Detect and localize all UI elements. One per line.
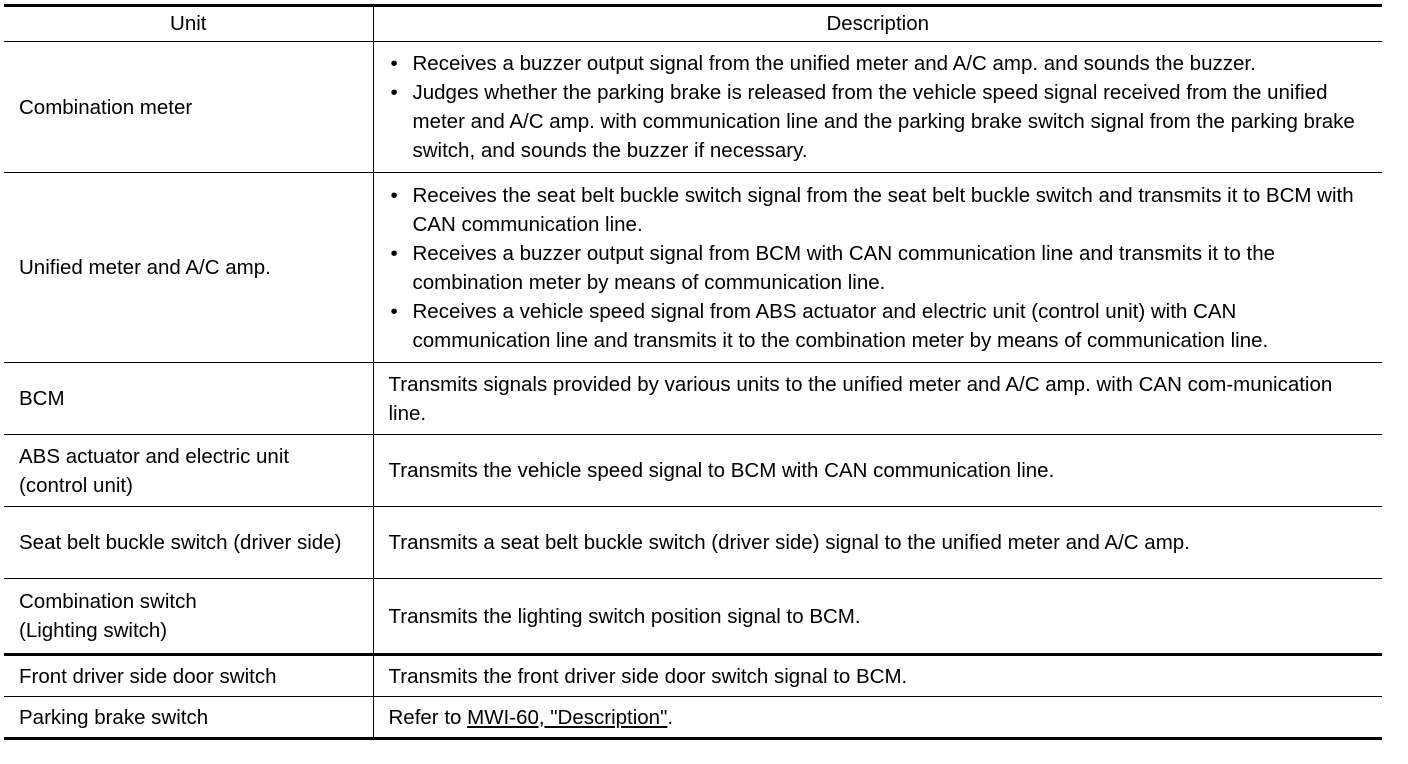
description-bullets [389,44,1371,170]
description-bullet [389,181,1371,239]
unit-line: Combination switch [19,590,197,613]
description-text: Transmits the lighting switch position signal to BCM. [388,604,861,628]
refer-prefix: Refer to [388,705,468,729]
description-bullet [389,297,1371,355]
description-text: Transmits the vehicle speed signal to BCM with CAN communication line. [388,459,1055,482]
description-text: Transmits the front driver side door switch signal to BCM. [388,664,908,688]
bullet-marker: • [390,299,398,323]
unit-cell: Combination meter [4,42,373,173]
reference-link[interactable]: MWI-60, "Description" [467,705,668,729]
bullet-marker: • [390,81,398,104]
description-bullet [389,239,1371,297]
bullet-marker: • [390,52,398,75]
table-row [4,579,1382,655]
description-cell [373,173,1382,363]
unit-cell: Unified meter and A/C amp. [4,173,373,363]
bullet-text: Receives a buzzer output signal from BCM with CAN communication line and transmits it to the combination meter by means of communication line. [412,241,1276,294]
unit-cell [4,579,373,655]
unit-description-table [4,4,1382,740]
table-row [4,435,1382,507]
description-bullets [389,176,1371,360]
description-cell [373,579,1382,655]
unit-cell: Parking brake switch [4,697,373,739]
unit-cell: Front driver side door switch [4,655,373,697]
table-row [4,42,1382,173]
header-description: Description [373,6,1382,42]
description-cell [373,655,1382,697]
unit-line: (Lighting switch) [19,619,168,642]
description-cell [373,697,1382,739]
description-bullet [389,78,1371,165]
header-unit: Unit [4,6,373,42]
unit-cell: ABS actuator and electric unit (control unit) [4,435,373,507]
bullet-marker: • [390,241,398,265]
description-text: Transmits signals provided by various units to the unified meter and A/C amp. with CAN com-munication line. [388,372,1333,425]
table-row [4,173,1382,363]
bullet-text: Judges whether the parking brake is released from the vehicle speed signal received from the unified meter and A/C amp. with communication line and the parking brake switch signal from the parking brake switch, and sounds the buzzer if necessary. [412,81,1355,162]
description-cell [373,507,1382,579]
description-text: Transmits a seat belt buckle switch (driver side) signal to the unified meter and A/C amp. [388,531,1190,554]
description-bullet [389,49,1371,78]
table-row [4,363,1382,435]
unit-cell: BCM [4,363,373,435]
bullet-text: Receives the seat belt buckle switch signal from the seat belt buckle switch and transmits it to BCM with CAN communication line. [412,183,1354,236]
bullet-text: Receives a vehicle speed signal from ABS actuator and electric unit (control unit) with CAN communication line and transmits it to the combination meter by means of communication line. [412,299,1269,352]
description-cell [373,363,1382,435]
table-row [4,507,1382,579]
unit-description-table-container [4,4,1382,740]
table-row [4,697,1382,739]
bullet-marker: • [390,183,398,207]
table-row [4,655,1382,697]
table-header-row [4,6,1382,42]
bullet-text: Receives a buzzer output signal from the unified meter and A/C amp. and sounds the buzzer. [412,52,1256,75]
unit-cell: Seat belt buckle switch (driver side) [4,507,373,579]
description-cell [373,435,1382,507]
refer-suffix: . [667,705,674,729]
description-cell [373,42,1382,173]
